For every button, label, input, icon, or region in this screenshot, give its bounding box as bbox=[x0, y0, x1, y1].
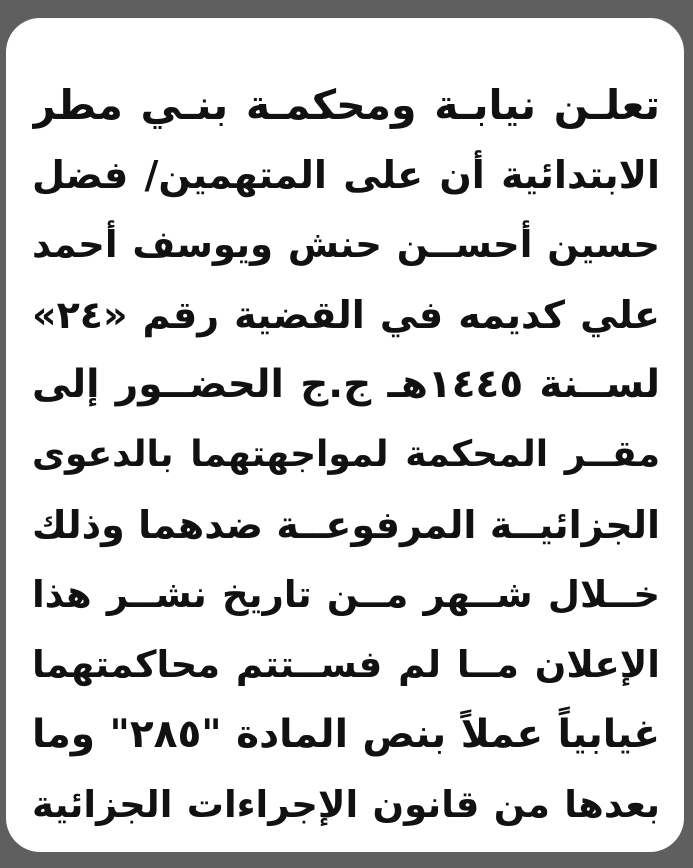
notice-line: الإعلان مــا لم فســتتم محاكمتهما bbox=[32, 643, 660, 686]
notice-line: حسين أحســن حنش ويوسف أحمد bbox=[32, 223, 660, 266]
notice-line: تعلـن نيابـة ومحكمـة بنـي مطر bbox=[32, 81, 660, 129]
notice-line: غيابياً عملاً بنص المادة "٢٨٥" وما bbox=[32, 712, 660, 757]
notice-line: الابتدائية أن على المتهمين/ فضل bbox=[32, 153, 660, 197]
notice-body bbox=[32, 70, 660, 840]
notice-card bbox=[6, 18, 684, 852]
notice-line: مقــر المحكمة لمواجهتهما بالدعوى bbox=[32, 434, 660, 475]
notice-line: الجزائيــة المرفوعــة ضدهما وذلك bbox=[32, 503, 660, 547]
notice-line: خــلال شــهر مــن تاريخ نشــر هذا bbox=[32, 573, 660, 616]
notice-line: علي كديمه في القضية رقم «٢٤» bbox=[32, 293, 660, 337]
notice-line: لســنة ١٤٤٥هـ ج.ج الحضــور إلى bbox=[32, 362, 660, 407]
notice-line: بعدها من قانون الإجراءات الجزائية bbox=[32, 783, 660, 826]
